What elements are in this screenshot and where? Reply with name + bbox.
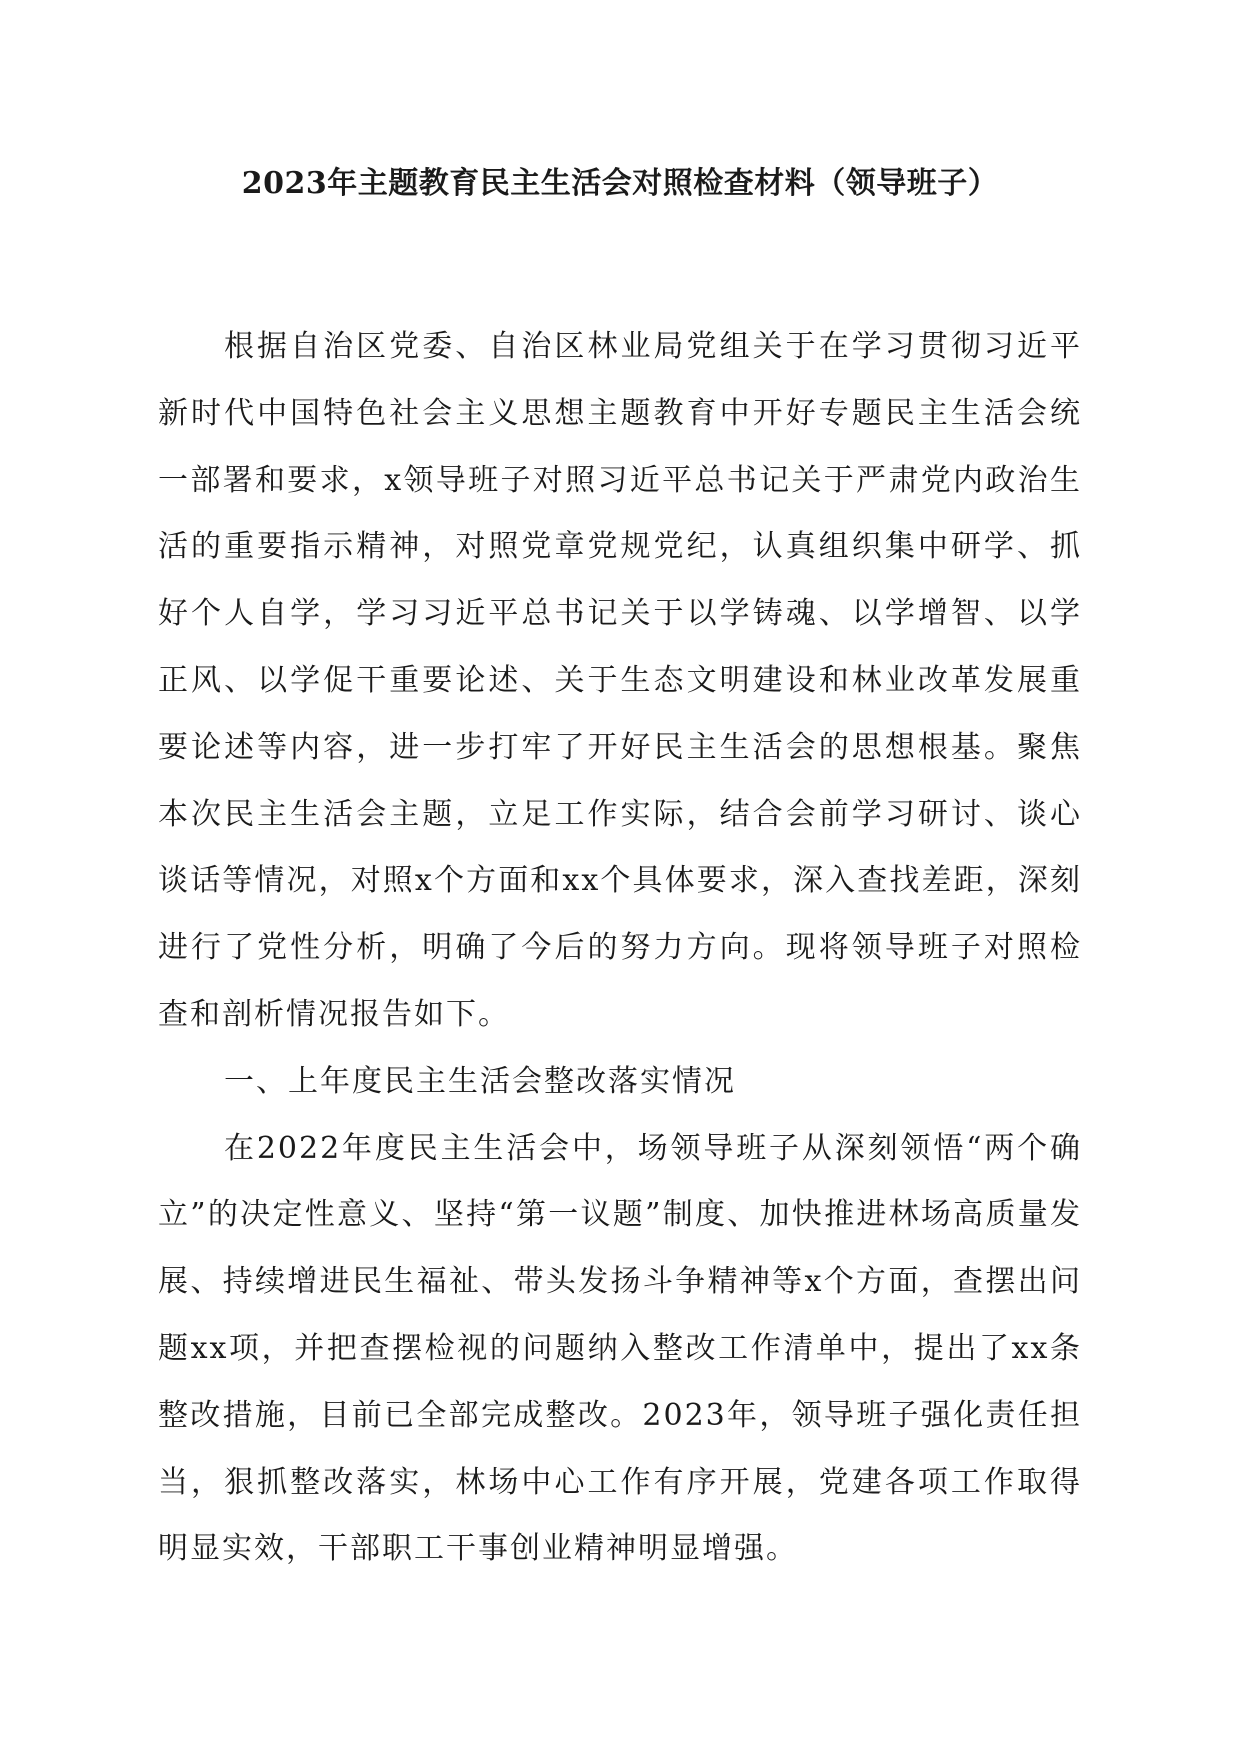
paragraph-intro: 根据自治区党委、自治区林业局党组关于在学习贯彻习近平新时代中国特色社会主义思想主题教育中开好专题民主生活会统一部署和要求，x领导班子对照习近平总书记关于严肃党内政治生活的重要指示精神，对照党章党规党纪，认真组织集中研学、抓好个人自学，学习习近平总书记关于以学铸魂、以学增智、以学正风、以学促干重要论述、关于生态文明建设和林业改革发展重要论述等内容，进一步打牢了开好民主生活会的思想根基。聚焦本次民主生活会主题，立足工作实际，结合会前学习研讨、谈心谈话等情况，对照x个方面和xx个具体要求，深入查找差距，深刻进行了党性分析，明确了今后的努力方向。现将领导班子对照检查和剖析情况报告如下。 xyxy=(158,329,1082,1032)
section-heading-1: 一、上年度民主生活会整改落实情况 xyxy=(224,1063,736,1099)
paragraph-rectification: 在2022年度民主生活会中，场领导班子从深刻领悟“两个确立”的决定性意义、坚持“第一议题”制度、加快推进林场高质量发展、持续增进民生福祉、带头发扬斗争精神等x个方面，查摆出问题xx项，并把查摆检视的问题纳入整改工作清单中，提出了xx条整改措施，目前已全部完成整改。2023年，领导班子强化责任担当，狠抓整改落实，林场中心工作有序开展，党建各项工作取得明显实效，干部职工干事创业精神明显增强。 xyxy=(158,1130,1082,1567)
document-title: 2023年主题教育民主生活会对照检查材料（领导班子） xyxy=(241,166,999,201)
document-body xyxy=(158,314,1082,1583)
